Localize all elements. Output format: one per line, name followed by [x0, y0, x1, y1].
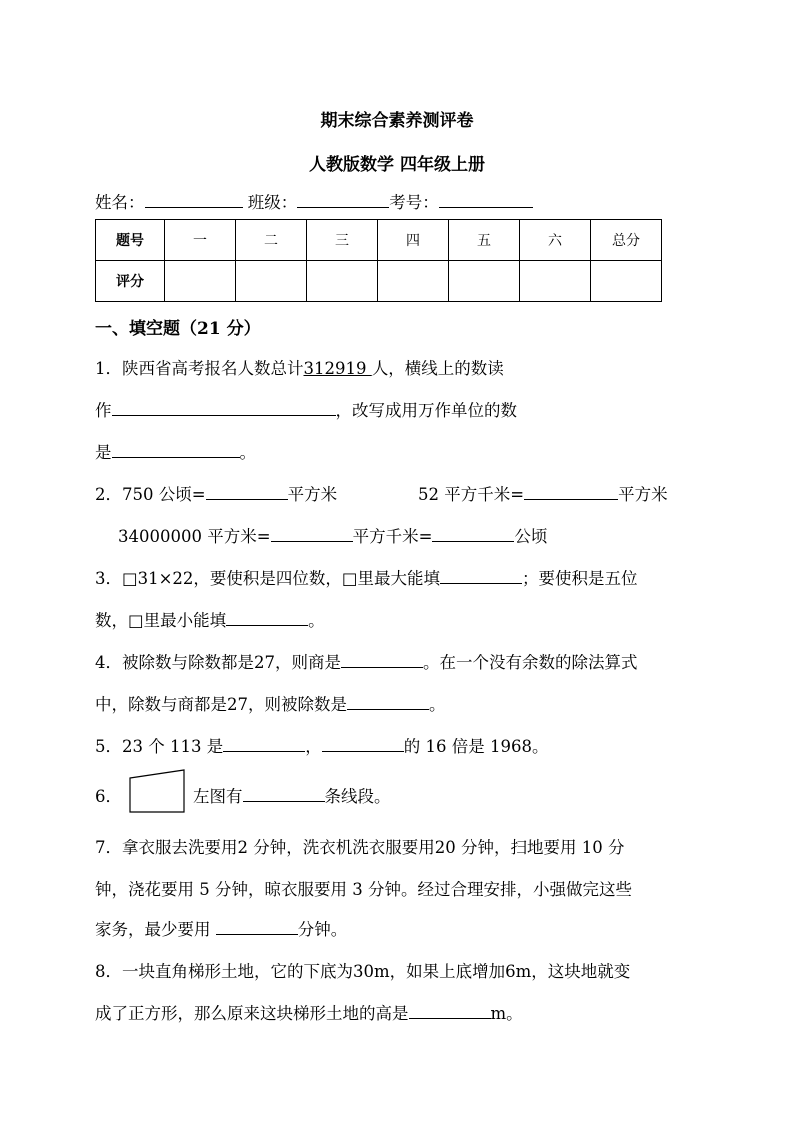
exam-subtitle: 人教版数学 四年级上册: [309, 155, 485, 175]
q2-text: 34000000 平方米=: [118, 527, 271, 546]
q2-text: 公顷: [514, 527, 548, 546]
q1-text: 是: [95, 443, 112, 462]
q2-text: 平方千米=: [352, 527, 433, 546]
q4-answer-blank[interactable]: [347, 693, 429, 710]
score-table-header-row: [96, 220, 662, 261]
q4-line-2: [95, 691, 446, 715]
score-row-header: 评分: [96, 261, 165, 302]
q5-text: 5．23 个 113 是: [95, 737, 224, 756]
q4-text: 4．被除数与除数都是27，则商是: [95, 653, 341, 672]
score-col-4: 四: [378, 220, 449, 261]
q5-answer-blank[interactable]: [223, 735, 305, 752]
q6-line: [193, 783, 391, 807]
score-col-5: 五: [449, 220, 520, 261]
q2-answer-blank[interactable]: [271, 525, 353, 542]
score-col-1: 一: [165, 220, 236, 261]
q3-text: 数，□里最小能填: [95, 611, 227, 630]
q2-text: 52 平方千米=: [418, 485, 525, 504]
q2-text: 平方米: [287, 485, 338, 504]
q2-text: 2．750 公顷=: [95, 485, 206, 504]
q3-line-2: [95, 607, 325, 631]
q5-text: 的 16 倍是 1968。: [403, 737, 549, 756]
q8-text: 成了正方形，那么原来这块梯形土地的高是: [95, 1004, 409, 1023]
score-cell[interactable]: [165, 261, 236, 302]
number-blank[interactable]: [439, 191, 533, 208]
q1-text: 1．陕西省高考报名人数总计: [95, 359, 304, 378]
q7-answer-blank[interactable]: [216, 918, 298, 935]
q6-text: 左图有: [193, 787, 243, 806]
student-info: [95, 189, 533, 213]
score-cell[interactable]: [591, 261, 662, 302]
q5-answer-blank[interactable]: [322, 735, 404, 752]
q3-answer-blank[interactable]: [440, 567, 522, 584]
q1-line-2: [95, 397, 517, 421]
name-label: 姓名：: [95, 193, 145, 212]
q8-line-1: 8．一块直角梯形土地，它的下底为30m，如果上底增加6m，这块地就变: [95, 962, 631, 981]
q2-text: 平方米: [618, 485, 668, 504]
exam-title: 期末综合素养测评卷: [320, 111, 474, 131]
score-cell[interactable]: [378, 261, 449, 302]
name-blank[interactable]: [145, 191, 243, 208]
class-blank[interactable]: [297, 191, 389, 208]
q1-answer-blank[interactable]: [112, 441, 240, 458]
q6-text: 条线段。: [324, 787, 391, 806]
q8-text: m。: [490, 1004, 523, 1023]
q7-text: 家务，最少要用: [95, 920, 216, 939]
q5-text: ，: [305, 737, 322, 756]
q1-number: 312919: [303, 359, 367, 378]
score-table: [95, 219, 662, 302]
q3-text: 。: [308, 611, 325, 630]
number-label: 考号：: [389, 193, 439, 212]
score-col-2: 二: [236, 220, 307, 261]
q4-line-1: [95, 649, 638, 673]
q6-number: 6．: [95, 787, 122, 806]
score-cell[interactable]: [520, 261, 591, 302]
q2-answer-blank[interactable]: [206, 483, 288, 500]
q1-text: 。: [239, 443, 256, 462]
q2-line-2: [118, 523, 547, 547]
q3-line-1: [95, 565, 638, 589]
q8-answer-blank[interactable]: [409, 1002, 491, 1019]
q3-text: ；要使积是五位: [522, 569, 638, 588]
q1-text: ，改写成用万作单位的数: [335, 401, 517, 420]
q8-line-2: [95, 1000, 523, 1024]
q1-line-1: [95, 355, 504, 379]
q2-line-1b: [418, 481, 668, 505]
q4-text: 中，除数与商都是27，则被除数是: [95, 695, 347, 714]
q4-text: 。在一个没有余数的除法算式: [423, 653, 638, 672]
q4-answer-blank[interactable]: [341, 651, 423, 668]
class-label: 班级：: [247, 193, 298, 212]
q2-line-1: [95, 481, 337, 505]
score-table-header: 题号: [96, 220, 165, 261]
q1-text: 人，横线上的数读: [371, 359, 504, 378]
q1-line-3: [95, 439, 256, 463]
score-table-score-row: [96, 261, 662, 302]
q6-answer-blank[interactable]: [243, 785, 325, 802]
q3-answer-blank[interactable]: [226, 609, 308, 626]
q3-text: 3．□31×22，要使积是四位数，□里最大能填: [95, 569, 440, 588]
score-cell[interactable]: [307, 261, 378, 302]
score-cell[interactable]: [449, 261, 520, 302]
score-cell[interactable]: [236, 261, 307, 302]
q4-text: 。: [429, 695, 446, 714]
q7-text: 分钟。: [297, 920, 348, 939]
q2-answer-blank[interactable]: [432, 525, 514, 542]
q5-line: [95, 733, 548, 757]
q7-line-3: [95, 916, 347, 940]
score-col-total: 总分: [591, 220, 662, 261]
q7-line-2: 钟，浇花要用 5 分钟，晾衣服要用 3 分钟。经过合理安排，小强做完这些: [95, 880, 632, 899]
q2-answer-blank[interactable]: [524, 483, 618, 500]
score-col-3: 三: [307, 220, 378, 261]
q7-line-1: 7．拿衣服去洗要用2 分钟，洗衣机洗衣服要用20 分钟，扫地要用 10 分: [95, 838, 625, 857]
trapezoid-figure: [128, 768, 188, 814]
section-1-title: 一、填空题（21 分）: [95, 319, 261, 339]
score-col-6: 六: [520, 220, 591, 261]
q1-text: 作: [95, 401, 112, 420]
q1-answer-blank[interactable]: [112, 399, 336, 416]
